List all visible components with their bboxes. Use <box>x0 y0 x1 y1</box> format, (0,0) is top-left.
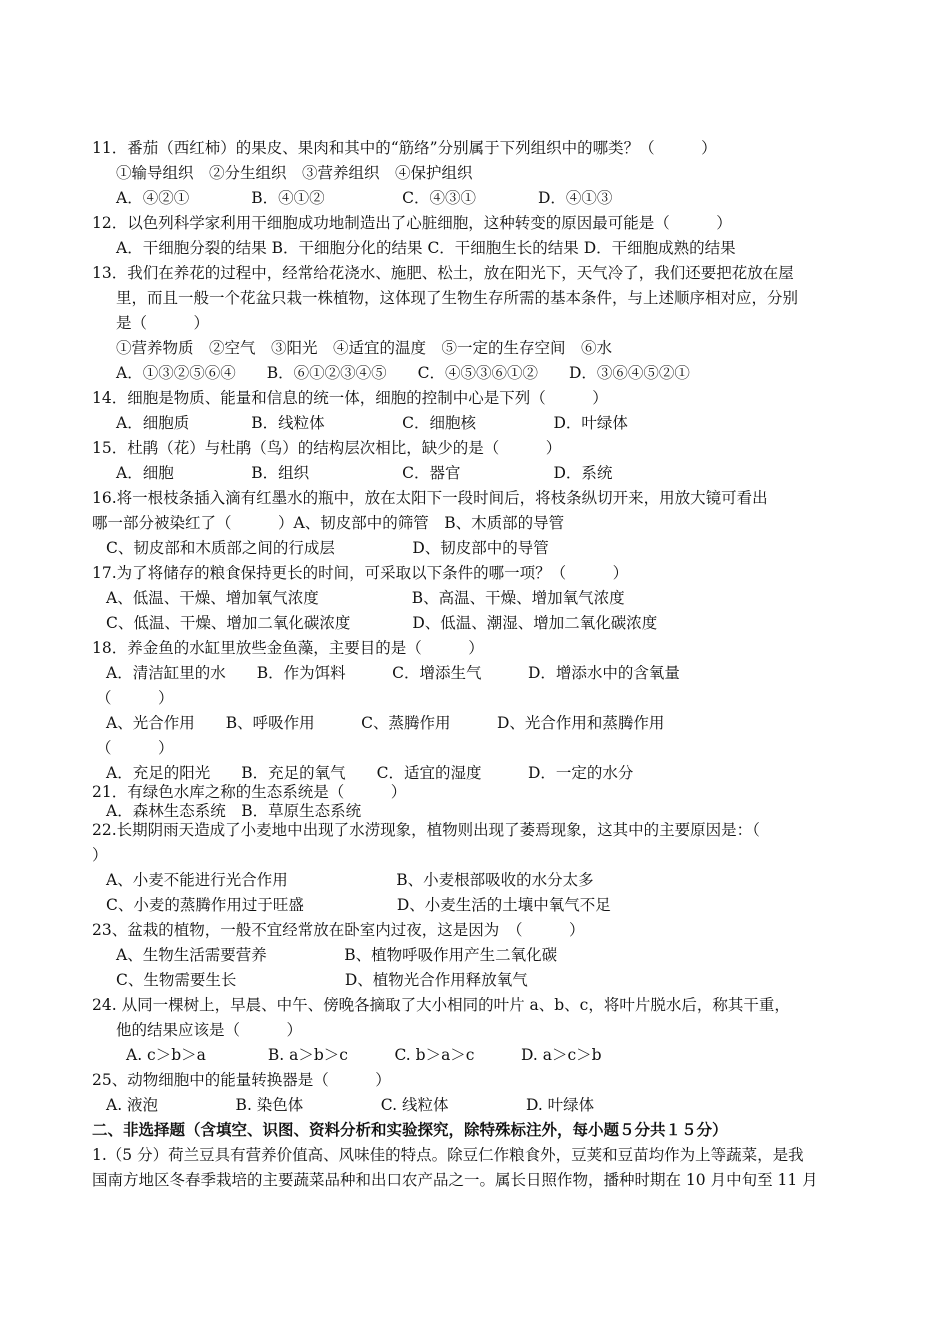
question-11-options: A．④②① B．④①② C．④③① D．④①③ <box>116 189 613 207</box>
question-14-stem: 14．细胞是物质、能量和信息的统一体，细胞的控制中心是下列（ ） <box>92 389 608 407</box>
question-20-blank: （ ） <box>96 739 174 757</box>
question-17-options-1: A、低温、干燥、增加氧气浓度 B、高温、干燥、增加氧气浓度 <box>106 589 625 607</box>
question-22-stem-1: 22.长期阴雨天造成了小麦地中出现了水涝现象，植物则出现了萎焉现象，这其中的主要原因是：（ <box>92 821 760 839</box>
question-19-options: A、光合作用 B、呼吸作用 C、蒸腾作用 D、光合作用和蒸腾作用 <box>106 714 665 732</box>
question-1-text-1: 1.（5 分）荷兰豆具有营养价值高、风味佳的特点。除豆仁作粮食外，豆荚和豆苗均作为上等蔬菜，是我 <box>92 1146 804 1164</box>
question-22-options-2: C、小麦的蒸腾作用过于旺盛 D、小麦生活的土壤中氧气不足 <box>106 896 611 914</box>
question-12-stem: 12．以色列科学家利用干细胞成功地制造出了心脏细胞，这种转变的原因最可能是（ ） <box>92 214 732 232</box>
question-22-stem-2: ） <box>92 846 108 864</box>
question-19-blank: （ ） <box>96 689 174 707</box>
question-18-options: A．清洁缸里的水 B．作为饵料 C．增添生气 D．增添水中的含氧量 <box>106 664 680 682</box>
question-23-options-1: A、生物生活需要营养 B、植物呼吸作用产生二氧化碳 <box>116 946 558 964</box>
question-11-items: ①输导组织 ②分生组织 ③营养组织 ④保护组织 <box>116 164 473 182</box>
question-21-stem: 21．有绿色水库之称的生态系统是（ ） <box>92 783 407 801</box>
question-1-text-2: 国南方地区冬春季栽培的主要蔬菜品种和出口农产品之一。属长日照作物，播种时期在 10 月中旬至 11 月 <box>92 1171 818 1189</box>
question-18-stem: 18．养金鱼的水缸里放些金鱼藻，主要目的是（ ） <box>92 639 484 657</box>
question-24-options: A. c＞b＞a B. a＞b＞c C. b＞a＞c D. a＞c＞b <box>126 1046 602 1064</box>
question-17-options-2: C、低温、干燥、增加二氧化碳浓度 D、低温、潮湿、增加二氧化碳浓度 <box>106 614 658 632</box>
question-13-stem-2: 里，而且一般一个花盆只栽一株植物，这体现了生物生存所需的基本条件，与上述顺序相对应，分别 <box>116 289 799 307</box>
question-13-options: A．①③②⑤⑥④ B．⑥①②③④⑤ C．④⑤③⑥①② D．③⑥④⑤②① <box>116 364 690 382</box>
question-23-options-2: C、生物需要生长 D、植物光合作用释放氧气 <box>116 971 528 989</box>
question-15-options: A．细胞 B．组织 C．器官 D．系统 <box>116 464 613 482</box>
question-16-stem-2: 哪一部分被染红了（ ）A、韧皮部中的筛管 B、木质部的导管 <box>92 514 565 532</box>
question-15-stem: 15．杜鹃（花）与杜鹃（鸟）的结构层次相比，缺少的是（ ） <box>92 439 562 457</box>
section-heading: 二、非选择题（含填空、识图、资料分析和实验探究，除特殊标注外，每小题５分共１５分） <box>92 1121 728 1139</box>
question-14-options: A．细胞质 B．线粒体 C．细胞核 D．叶绿体 <box>116 414 628 432</box>
question-25-stem: 25、动物细胞中的能量转换器是（ ） <box>92 1071 391 1089</box>
question-13-items: ①营养物质 ②空气 ③阳光 ④适宜的温度 ⑤一定的生存空间 ⑥水 <box>116 339 613 357</box>
question-24-stem-2: 他的结果应该是（ ） <box>116 1021 303 1039</box>
question-20-options: A．充足的阳光 B．充足的氧气 C．适宜的湿度 D．一定的水分 <box>106 764 634 782</box>
question-12-options: A．干细胞分裂的结果 B．干细胞分化的结果 C．干细胞生长的结果 D．干细胞成熟的结果 <box>116 239 736 257</box>
question-21-options: A．森林生态系统 B．草原生态系统 <box>106 802 362 820</box>
question-22-options-1: A、小麦不能进行光合作用 B、小麦根部吸收的水分太多 <box>106 871 594 889</box>
question-24-stem-1: 24. 从同一棵树上，早晨、中午、傍晚各摘取了大小相同的叶片 a、b、c，将叶片脱水后，称其干重， <box>92 996 790 1014</box>
question-11-stem: 11．番茄（西红柿）的果皮、果肉和其中的“筋络”分别属于下列组织中的哪类？（ ） <box>92 139 717 157</box>
question-25-options: A. 液泡 B. 染色体 C. 线粒体 D. 叶绿体 <box>106 1096 595 1114</box>
question-23-stem: 23、盆栽的植物，一般不宜经常放在卧室内过夜，这是因为 （ ） <box>92 921 585 939</box>
question-16-options: C、韧皮部和木质部之间的行成层 D、韧皮部中的导管 <box>106 539 549 557</box>
question-16-stem-1: 16.将一根枝条插入滴有红墨水的瓶中，放在太阳下一段时间后，将枝条纵切开来，用放大镜可看出 <box>92 489 768 507</box>
question-17-stem: 17.为了将储存的粮食保持更长的时间，可采取以下条件的哪一项？（ ） <box>92 564 629 582</box>
question-13-stem-1: 13．我们在养花的过程中，经常给花浇水、施肥、松土，放在阳光下，天气冷了，我们还要把花放在屋 <box>92 264 794 282</box>
question-13-stem-3: 是（ ） <box>116 314 210 332</box>
